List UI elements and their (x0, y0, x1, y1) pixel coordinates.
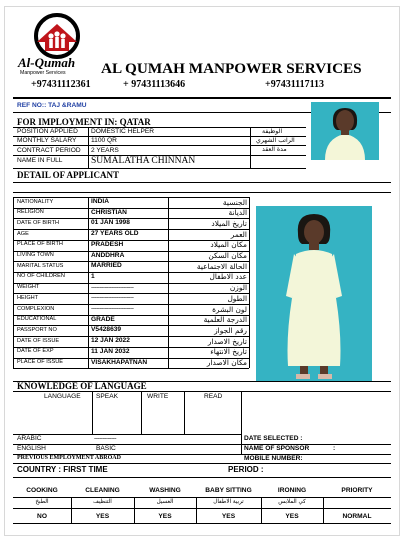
detail-value: PRADESH (91, 240, 124, 248)
detail-arabic-label: العمر (230, 229, 247, 239)
arabic-value: ------------- (94, 435, 117, 442)
skill-name: COOKING (26, 486, 58, 494)
detail-label: RELIGION (17, 209, 44, 216)
detail-label: NATIONALITY (17, 198, 54, 205)
name-value: SUMALATHA CHINNAN (91, 156, 196, 166)
skill-arabic: الغسيل (156, 498, 174, 505)
detail-arabic-label: الحالة الاجتماعية (196, 261, 247, 271)
salary-value: 1100 QR (91, 137, 117, 144)
detail-value: ANDDHRA (91, 251, 125, 259)
column-divider (249, 197, 250, 368)
period-label: PERIOD : (228, 465, 264, 474)
detail-arabic-label: رقم الجواز (214, 325, 247, 335)
previous-title: PREVIOUS EMPLOYMENT ABROAD (17, 455, 121, 461)
salary-ar: الراتب الشهري (256, 136, 295, 144)
detail-value: CHRISTIAN (91, 208, 127, 216)
detail-value: ------------------------- (91, 294, 134, 302)
detail-label: AGE (17, 230, 29, 237)
company-name: AL QUMAH MANPOWER SERVICES (101, 60, 362, 77)
skill-name: WASHING (149, 486, 181, 494)
detail-arabic-label: مكان الاصدار (206, 358, 247, 367)
detail-label: DATE OF ISSUE (17, 337, 60, 344)
row-divider (13, 368, 249, 369)
detail-label: MARITAL STATUS (17, 262, 64, 269)
skill-name: CLEANING (85, 486, 120, 494)
skill-name: IRONING (277, 486, 307, 494)
skill-value: YES (285, 512, 299, 520)
contract-value: 2 YEARS (91, 146, 119, 154)
detail-arabic-label: تاريخ الميلاد (211, 218, 247, 228)
detail-arabic-label: مكان الميلاد (210, 240, 247, 250)
applicant-photo-small (311, 102, 379, 160)
skill-value: YES (158, 512, 172, 520)
skill-value: YES (221, 512, 236, 520)
detail-title: DETAIL OF APPLICANT (17, 170, 120, 180)
detail-value: ------------------------- (91, 283, 134, 291)
detail-arabic-label: الوزن (229, 283, 247, 293)
detail-value: 12 JAN 2022 (91, 337, 130, 345)
detail-label: EDUCATIONAL (17, 316, 57, 323)
employment-title: FOR IMPLOYMENT IN: QATAR (17, 117, 151, 127)
mobile-label: MOBILE NUMBER: (244, 455, 303, 462)
logo-text: Al-Qumah (18, 55, 76, 70)
skill-name: BABY SITTING (205, 486, 252, 494)
arabic-label: ARABIC (17, 435, 42, 442)
detail-label: PASSPORT NO (17, 326, 57, 333)
row-divider (13, 208, 249, 209)
column-divider (168, 197, 169, 368)
detail-value: 11 JAN 2032 (91, 347, 130, 355)
position-ar: الوظيفة (262, 127, 283, 135)
ref-number: REF NO:: TAJ &RAMU (17, 102, 87, 109)
country-label: COUNTRY : FIRST TIME (17, 465, 108, 474)
detail-arabic-label: الطول (227, 293, 247, 303)
language-title: KNOWLEDGE OF LANGUAGE (17, 380, 147, 391)
skill-column-divider (71, 497, 72, 523)
detail-value: ------------------------- (91, 305, 134, 312)
detail-value: 01 JAN 1998 (91, 219, 130, 227)
skill-column-divider (134, 497, 135, 523)
detail-label: DATE OF EXP (17, 348, 54, 355)
detail-arabic-label: عدد الاطفال (209, 272, 247, 282)
column-divider (88, 197, 89, 368)
skill-column-divider (261, 497, 262, 523)
contract-label: CONTRACT PERIOD (17, 146, 81, 154)
skill-value: YES (95, 512, 110, 520)
english-label: ENGLISH (17, 445, 46, 452)
detail-value: V5428639 (91, 326, 122, 334)
detail-arabic-label: الجنسية (222, 197, 247, 207)
detail-value: INDIA (91, 198, 109, 205)
detail-label: LIVING TOWN (17, 252, 54, 258)
english-value: BASIC (96, 445, 116, 452)
company-logo (14, 12, 100, 80)
detail-value: 27 YEARS OLD (91, 230, 139, 238)
language-col-write: WRITE (147, 392, 169, 400)
detail-arabic-label: تاريخ الانتهاء (210, 347, 247, 357)
person-full-photo-icon (256, 206, 372, 382)
detail-arabic-label: مكان السكن (208, 251, 247, 260)
sponsor-colon: : (333, 445, 336, 452)
skill-arabic: كي الملابس (278, 498, 306, 505)
name-label: NAME IN FULL (17, 157, 63, 164)
detail-label: PLACE OF BIRTH (17, 241, 63, 248)
detail-label: COMPLEXION (17, 305, 55, 312)
skill-value: NO (37, 512, 47, 520)
sponsor-label: NAME OF SPONSOR (244, 445, 310, 452)
language-col-speak: SPEAK (96, 392, 118, 400)
position-value: DOMESTIC HELPER (91, 128, 155, 135)
skill-arabic: تربية الاطفال (213, 498, 244, 505)
detail-arabic-label: الديانة (228, 208, 247, 218)
person-photo-icon (311, 102, 379, 160)
skill-arabic: الطبخ (35, 498, 49, 505)
detail-value: MARRIED (91, 262, 122, 270)
skill-name: PRIORITY (341, 486, 373, 494)
row-divider (13, 197, 249, 198)
detail-arabic-label: الدرجة العلمية (203, 315, 247, 325)
phone-1: +97431112361 (31, 79, 91, 90)
date-selected-label: DATE SELECTED : (244, 435, 303, 442)
detail-label: HEIGHT (17, 294, 39, 301)
language-col-language: LANGUAGE (44, 392, 81, 400)
skill-column-divider (323, 497, 324, 523)
detail-label: WEIGHT (17, 284, 40, 291)
phone-2: + 97431113646 (123, 79, 186, 90)
detail-label: DATE OF BIRTH (17, 219, 60, 226)
detail-arabic-label: تاريخ الاصدار (207, 336, 247, 346)
detail-arabic-label: لون البشرة (212, 304, 247, 314)
skill-arabic: التنظيف (93, 498, 112, 505)
applicant-photo-large (256, 206, 372, 382)
language-col-read: READ (204, 392, 223, 400)
column-divider (13, 197, 14, 368)
detail-value: VISAKHAPATNAN (91, 358, 148, 366)
logo-subtext: Manpower Services (20, 70, 66, 76)
skill-value: NORMAL (342, 512, 372, 520)
salary-label: MONTHLY SALARY (17, 137, 77, 144)
contract-ar: مدة العقد (262, 146, 287, 153)
detail-label: NO OF CHILDREN (17, 273, 65, 280)
skill-column-divider (196, 497, 197, 523)
detail-label: PLACE OF ISSUE (17, 359, 64, 365)
phone-3: +97431117113 (265, 79, 325, 90)
detail-value: GRADE (91, 315, 115, 323)
detail-value: 1 (91, 272, 95, 280)
position-label: POSITION APPLIED (17, 128, 78, 135)
